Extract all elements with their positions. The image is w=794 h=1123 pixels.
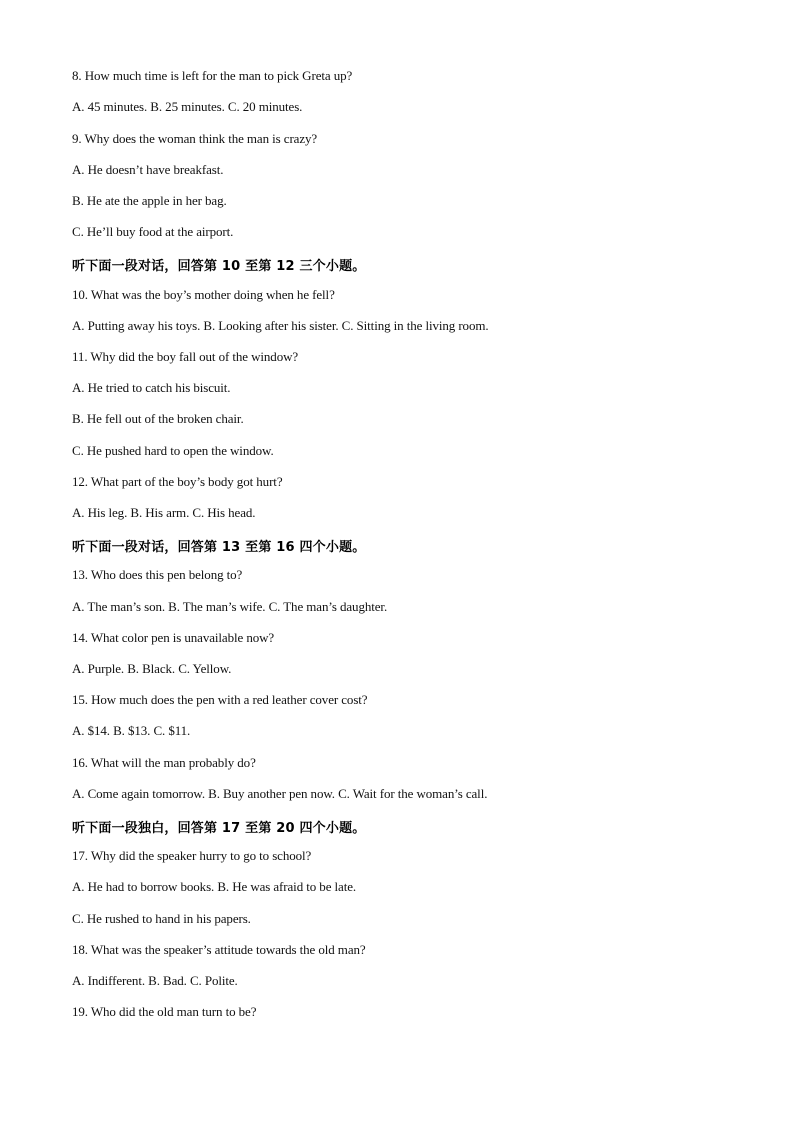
option-17c: C. He rushed to hand in his papers. (72, 911, 251, 926)
options-16: A. Come again tomorrow. B. Buy another pen now. C. Wait for the woman’s call. (72, 786, 488, 801)
options-15: A. $14. B. $13. C. $11. (72, 723, 191, 738)
question-12: 12. What part of the boy’s body got hurt? (72, 474, 283, 489)
question-18: 18. What was the speaker’s attitude towards the old man? (72, 942, 366, 957)
question-9: 9. Why does the woman think the man is crazy? (72, 131, 318, 146)
options-12: A. His leg. B. His arm. C. His head. (72, 505, 256, 520)
option-11b: B. He fell out of the broken chair. (72, 411, 244, 426)
option-11c: C. He pushed hard to open the window. (72, 443, 274, 458)
options-10: A. Putting away his toys. B. Looking after his sister. C. Sitting in the living room. (72, 318, 489, 333)
section-heading-17-20: 听下面一段独白，回答第 17 至第 20 四个小题。 (72, 821, 366, 836)
section-heading-10-12: 听下面一段对话，回答第 10 至第 12 三个小题。 (72, 259, 366, 274)
option-9a: A. He doesn’t have breakfast. (72, 162, 224, 177)
question-15: 15. How much does the pen with a red leather cover cost? (72, 692, 368, 707)
question-19: 19. Who did the old man turn to be? (72, 1004, 257, 1019)
option-9c: C. He’ll buy food at the airport. (72, 224, 234, 239)
section-heading-13-16: 听下面一段对话，回答第 13 至第 16 四个小题。 (72, 540, 366, 555)
question-14: 14. What color pen is unavailable now? (72, 630, 275, 645)
options-14: A. Purple. B. Black. C. Yellow. (72, 661, 232, 676)
options-17ab: A. He had to borrow books. B. He was afraid to be late. (72, 879, 357, 894)
option-11a: A. He tried to catch his biscuit. (72, 380, 231, 395)
question-17: 17. Why did the speaker hurry to go to school? (72, 848, 312, 863)
question-13: 13. Who does this pen belong to? (72, 567, 243, 582)
options-13: A. The man’s son. B. The man’s wife. C. The man’s daughter. (72, 599, 388, 614)
option-9b: B. He ate the apple in her bag. (72, 193, 227, 208)
question-16: 16. What will the man probably do? (72, 755, 256, 770)
question-11: 11. Why did the boy fall out of the window? (72, 349, 299, 364)
options-8: A. 45 minutes. B. 25 minutes. C. 20 minutes. (72, 99, 303, 114)
question-10: 10. What was the boy’s mother doing when he fell? (72, 287, 335, 302)
question-8: 8. How much time is left for the man to pick Greta up? (72, 68, 353, 83)
options-18: A. Indifferent. B. Bad. C. Polite. (72, 973, 238, 988)
